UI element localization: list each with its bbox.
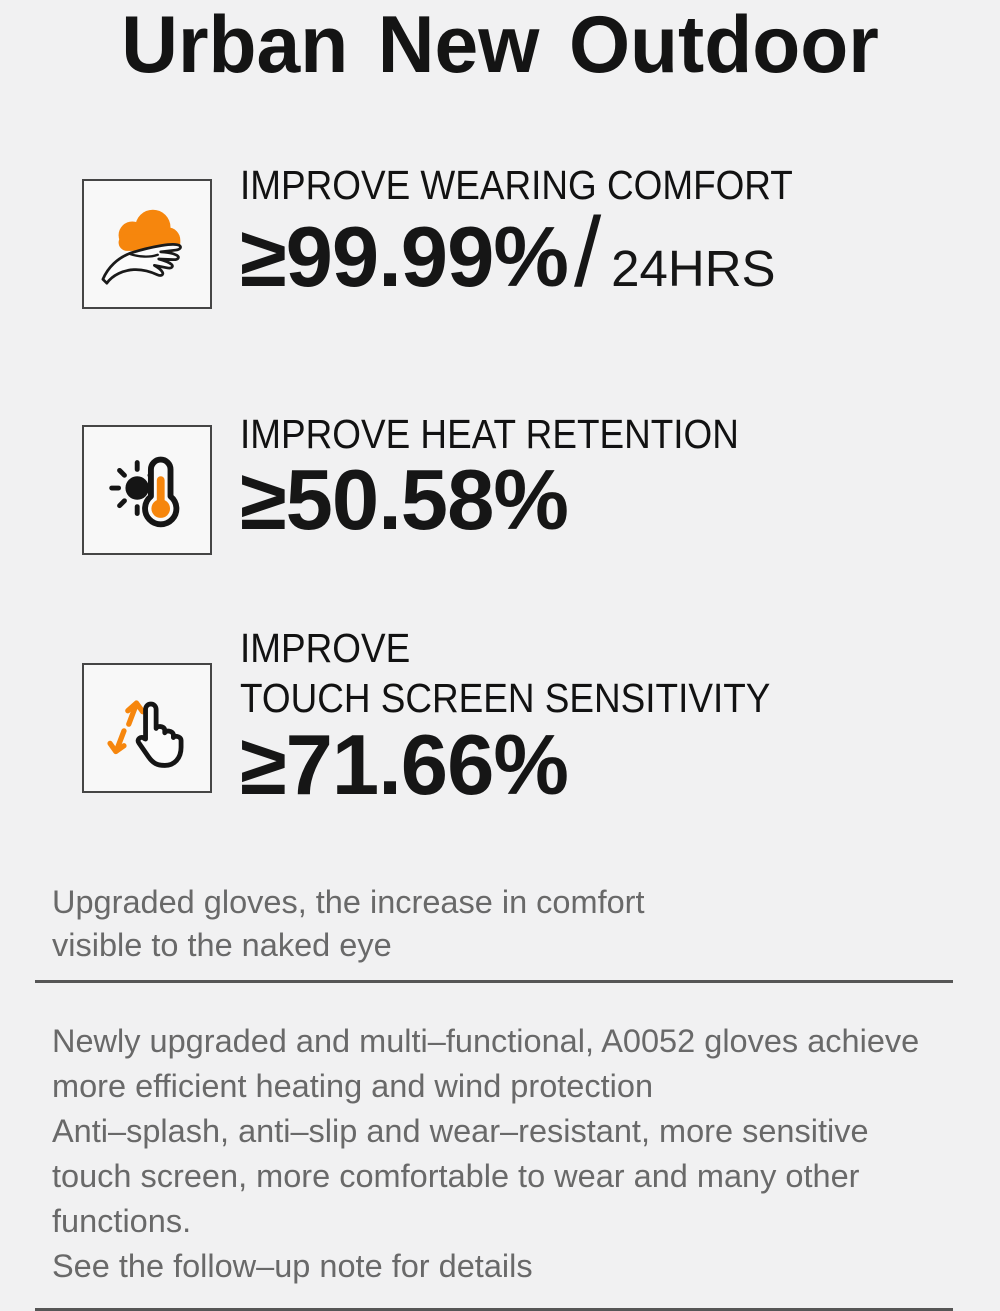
feature-value-unit: 24HRS: [611, 240, 776, 297]
hand-cloud-icon: [98, 195, 196, 293]
description-paragraph: [52, 1019, 1000, 1289]
description-line: Newly upgraded and multi–functional, A0052 gloves achieve: [52, 1023, 920, 1059]
feature-value: ≥50.58%: [240, 453, 568, 548]
separator-slash: /: [573, 197, 602, 307]
feature-label: TOUCH SCREEN SENSITIVITY: [240, 675, 771, 721]
feature-wearing-comfort: [82, 162, 1000, 325]
page-title: Urban New Outdoor: [121, 0, 879, 90]
feature-value-line: [240, 718, 829, 833]
divider: [35, 980, 953, 983]
summary-paragraph: [52, 881, 1000, 967]
description-line: functions.: [52, 1203, 192, 1239]
description-line: touch screen, more comfortable to wear and many other: [52, 1158, 860, 1194]
feature-label: IMPROVE HEAT RETENTION: [240, 411, 739, 457]
feature-touch-sensitivity: [82, 623, 1000, 833]
icon-box-heat: [82, 425, 212, 555]
description-line: more efficient heating and wind protection: [52, 1068, 654, 1104]
description-line: Anti–splash, anti–slip and wear–resistant, more sensitive: [52, 1113, 869, 1149]
summary-line: visible to the naked eye: [52, 927, 392, 963]
icon-box-touch: [82, 663, 212, 793]
feature-value: ≥99.99%: [240, 210, 568, 305]
feature-heat-retention: [82, 411, 1000, 568]
feature-label: IMPROVE WEARING COMFORT: [240, 162, 793, 208]
icon-box-comfort: [82, 179, 212, 309]
feature-label: IMPROVE: [240, 625, 411, 671]
summary-line: Upgraded gloves, the increase in comfort: [52, 884, 645, 920]
touch-gesture-icon: [99, 680, 195, 776]
feature-value: ≥71.66%: [240, 718, 568, 813]
description-line: See the follow–up note for details: [52, 1248, 533, 1284]
feature-value-line: [240, 197, 854, 325]
feature-value-line: [240, 453, 794, 568]
sun-thermometer-icon: [98, 441, 196, 539]
